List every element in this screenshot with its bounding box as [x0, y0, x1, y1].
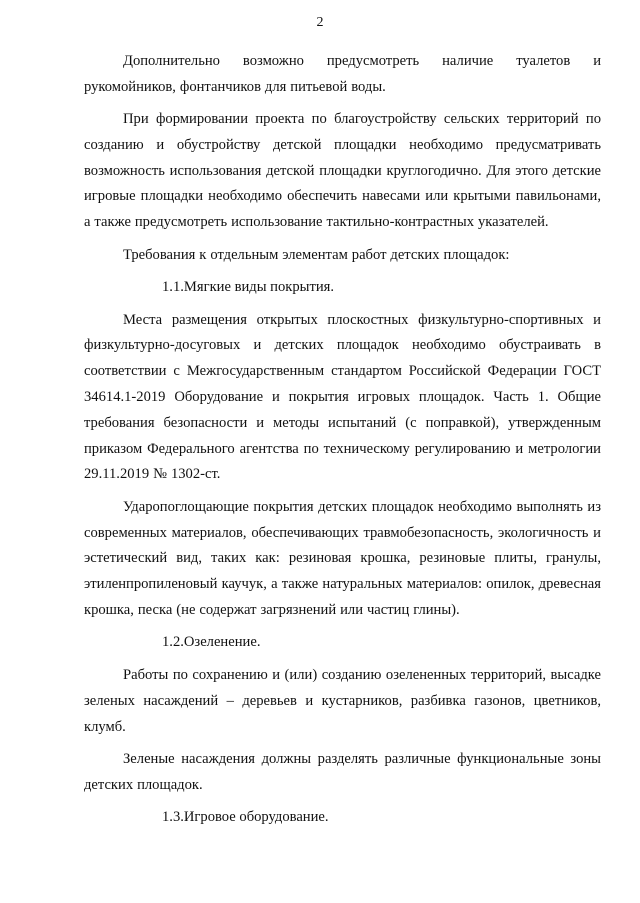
page-number: 2: [316, 15, 324, 30]
paragraph-requirements-intro: Требования к отдельным элементам работ детских площадок:: [123, 246, 510, 263]
document-body: [84, 49, 601, 838]
paragraph-additional-facilities: Дополнительно возможно предусмотреть наличие туалетов и рукомойников, фонтанчиков для питьевой воды.: [84, 53, 601, 95]
section-heading-play-equipment: [84, 805, 601, 831]
section-title: Игровое оборудование.: [183, 809, 329, 826]
section-number: 1.3.: [162, 809, 184, 826]
section-heading-landscaping: [84, 630, 601, 656]
section-number: 1.1.: [162, 278, 184, 295]
paragraph-green-areas-work: Работы по сохранению и (или) созданию озелененных территорий, высадке зеленых насаждений – деревьев и кустарников, разбивка газонов, цветников, клумб.: [84, 667, 601, 735]
paragraph-green-zones: Зеленые насаждения должны разделять различные функциональные зоны детских площадок.: [84, 750, 601, 793]
section-title: Мягкие виды покрытия.: [183, 278, 335, 295]
paragraph-year-round-use: При формировании проекта по благоустройству сельских территорий по созданию и обустройству детской площадки необходимо предусматривать возможность использования детской площадки круглогодично. Для этого детские игровые площадки необходимо обеспечить навесами или крытыми павильонами, а также предусмотреть использование тактильно-контрастных указателей.: [84, 111, 601, 231]
section-heading-soft-surfaces: [84, 275, 601, 301]
section-title: Озеленение.: [183, 634, 261, 651]
paragraph-shock-absorbing-surfaces: Ударопоглощающие покрытия детских площадок необходимо выполнять из современных материалов, обеспечивающих травмобезопасность, экологичность и эстетический вид, таких как: резиновая крошка, резиновые плиты, гранулы, этиленпропиленовый каучук, а также натуральных материалов: опилок, древесная крошка, песка (не содержат загрязнений или частиц глины).: [84, 498, 601, 618]
paragraph-gost-standard: Места размещения открытых плоскостных физкультурно-спортивных и физкультурно-досуговых и детских площадок необходимо обустраивать в соответствии с Межгосударственным стандартом Российской Федерации ГОСТ 34614.1-2019 Оборудование и покрытия игровых площадок. Часть 1. Общие требования безопасности и методы испытаний (с поправкой), утвержденным приказом Федерального агентства по техническому регулированию и метрологии 29.11.2019 № 1302-ст.: [84, 311, 601, 483]
section-number: 1.2.: [162, 634, 184, 651]
